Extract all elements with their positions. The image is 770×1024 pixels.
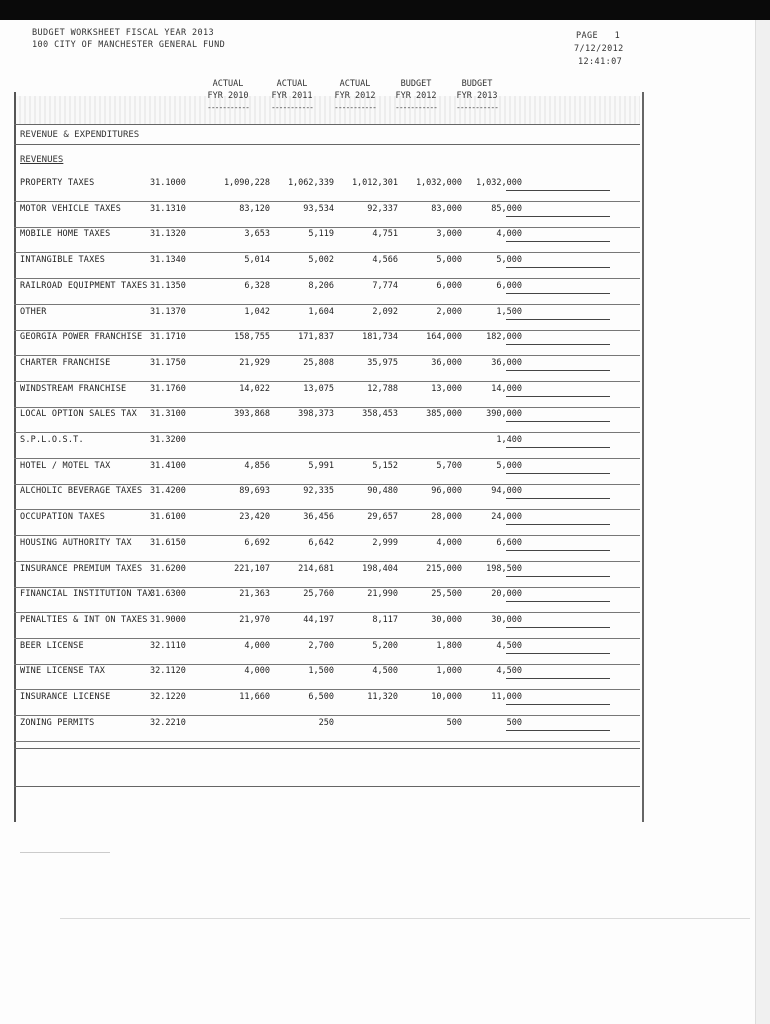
cell-value: 4,000 [244,640,270,651]
row-label: OTHER [20,306,47,317]
column-header-underline: ----------- [334,103,376,112]
row-label: BEER LICENSE [20,640,84,651]
write-in-line [506,498,610,499]
report-date: 7/12/2012 [574,44,624,54]
row-label: INSURANCE PREMIUM TAXES [20,563,143,574]
write-in-line [506,190,610,191]
cell-value: 25,808 [303,357,334,368]
cell-value: 96,000 [431,486,462,497]
row-label: LOCAL OPTION SALES TAX [20,409,137,420]
account-number: 31.1750 [150,357,186,368]
cell-value: 215,000 [426,563,462,574]
table-row [14,459,640,485]
scan-noise [60,918,750,919]
cell-value: 5,152 [372,460,398,471]
row-label: ZONING PERMITS [20,717,95,728]
account-number: 31.9000 [150,614,186,625]
write-in-line [506,241,610,242]
cell-value: 30,000 [491,614,522,625]
account-number: 31.3200 [150,435,186,445]
cell-value: 385,000 [426,409,462,420]
page-label: PAGE 1 [576,31,621,41]
scan-noise [20,852,110,853]
write-in-line [506,550,610,551]
write-in-line [506,267,610,268]
write-in-line [506,216,610,217]
row-label: HOTEL / MOTEL TAX [20,460,111,471]
cell-value: 4,500 [496,666,522,677]
cell-value: 12,788 [367,383,398,394]
table-row [14,356,640,382]
section-divider [14,144,640,145]
account-number: 31.1000 [150,178,186,188]
cell-value: 11,320 [367,692,398,702]
account-number: 31.1320 [150,229,186,240]
cell-value: 4,856 [244,460,270,471]
cell-value: 1,000 [436,666,462,677]
write-in-line [506,447,610,448]
column-header-type: ACTUAL [339,79,371,89]
cell-value: 171,837 [298,332,334,343]
cell-value: 4,500 [496,640,522,651]
account-number: 31.6100 [150,512,186,523]
table-row [14,510,640,536]
cell-value: 5,700 [436,460,462,471]
cell-value: 1,062,339 [287,178,334,188]
write-in-line [506,319,610,320]
table-row [14,407,640,433]
cell-value: 83,000 [431,203,462,214]
cell-value: 21,990 [367,589,398,600]
cell-value: 158,755 [234,332,270,343]
cell-value: 221,107 [234,563,270,574]
cell-value: 24,000 [491,512,522,523]
cell-value: 5,991 [308,460,334,471]
write-in-line [506,524,610,525]
table-row [14,279,640,305]
fund-title: 100 CITY OF MANCHESTER GENERAL FUND [32,40,226,50]
cell-value: 25,500 [431,589,462,600]
cell-value: 5,000 [496,460,522,471]
cell-value: 93,534 [303,203,334,214]
cell-value: 5,000 [496,255,522,266]
account-number: 31.1710 [150,332,186,343]
cell-value: 35,975 [367,357,398,368]
cell-value: 85,000 [491,203,522,214]
cell-value: 5,000 [436,255,462,266]
write-in-line [506,576,610,577]
column-header-underline: ----------- [207,103,249,112]
cell-value: 30,000 [431,614,462,625]
cell-value: 1,500 [308,666,334,677]
row-label: WINDSTREAM FRANCHISE [20,383,127,394]
cell-value: 1,500 [496,306,522,317]
cell-value: 2,000 [436,306,462,317]
cell-value: 5,119 [308,229,334,240]
bottom-line-2 [14,786,640,787]
row-label: INSURANCE LICENSE [20,692,111,702]
cell-value: 8,117 [372,614,398,625]
cell-value: 13,000 [431,383,462,394]
cell-value: 21,363 [239,589,270,600]
cell-value: 92,337 [367,203,398,214]
cell-value: 2,700 [308,640,334,651]
write-in-line [506,627,610,628]
column-header-year: FYR 2011 [271,91,313,101]
account-number: 32.1120 [150,666,186,677]
cell-value: 1,032,000 [475,178,522,188]
write-in-line [506,344,610,345]
cell-value: 21,929 [239,357,270,368]
account-number: 32.2210 [150,717,186,728]
table-row [14,613,640,639]
account-number: 31.6200 [150,563,186,574]
table-row [14,716,640,742]
cell-value: 3,000 [436,229,462,240]
row-label: ALCHOLIC BEVERAGE TAXES [20,486,143,497]
row-label: CHARTER FRANCHISE [20,357,111,368]
cell-value: 250 [318,717,334,728]
column-header-type: BUDGET [400,79,432,89]
row-label: RAILROAD EQUIPMENT TAXES [20,280,148,291]
write-in-line [506,730,610,731]
table-row [14,202,640,228]
account-number: 31.1340 [150,255,186,266]
cell-value: 5,014 [244,255,270,266]
table-row [14,382,640,408]
account-number: 31.3100 [150,409,186,420]
write-in-line [506,421,610,422]
cell-value: 36,456 [303,512,334,523]
cell-value: 6,328 [244,280,270,291]
cell-value: 393,868 [234,409,270,420]
cell-value: 83,120 [239,203,270,214]
row-label: PROPERTY TAXES [20,178,95,188]
table-row [14,227,640,253]
cell-value: 11,660 [239,692,270,702]
account-number: 31.1370 [150,306,186,317]
cell-value: 5,200 [372,640,398,651]
table-row [14,536,640,562]
cell-value: 29,657 [367,512,398,523]
table-row [14,176,640,202]
cell-value: 11,000 [491,692,522,702]
cell-value: 14,000 [491,383,522,394]
cell-value: 7,774 [372,280,398,291]
cell-value: 2,999 [372,537,398,548]
write-in-line [506,473,610,474]
scan-top-border [0,0,770,20]
cell-value: 13,075 [303,383,334,394]
table-row [14,639,640,665]
cell-value: 5,002 [308,255,334,266]
column-header-type: ACTUAL [212,79,244,89]
write-in-line [506,396,610,397]
write-in-line [506,653,610,654]
cell-value: 1,012,301 [351,178,398,188]
table-row [14,587,640,613]
write-in-line [506,370,610,371]
cell-value: 10,000 [431,692,462,702]
cell-value: 36,000 [491,357,522,368]
cell-value: 6,000 [496,280,522,291]
account-number: 31.6300 [150,589,186,600]
cell-value: 181,734 [362,332,398,343]
cell-value: 4,000 [496,229,522,240]
column-header-type: ACTUAL [276,79,308,89]
account-number: 31.1760 [150,383,186,394]
row-label: MOTOR VEHICLE TAXES [20,203,122,214]
column-header-year: FYR 2012 [334,91,376,101]
cell-value: 182,000 [486,332,522,343]
row-label: PENALTIES & INT ON TAXES [20,614,148,625]
column-header-underline: ----------- [271,103,313,112]
column-header-year: FYR 2013 [456,91,498,101]
cell-value: 28,000 [431,512,462,523]
cell-value: 1,604 [308,306,334,317]
cell-value: 358,453 [362,409,398,420]
account-number: 31.4200 [150,486,186,497]
cell-value: 4,500 [372,666,398,677]
cell-value: 14,022 [239,383,270,394]
cell-value: 390,000 [486,409,522,420]
cell-value: 36,000 [431,357,462,368]
account-number: 32.1220 [150,692,186,702]
column-header-year: FYR 2012 [395,91,437,101]
cell-value: 92,335 [303,486,334,497]
cell-value: 89,693 [239,486,270,497]
column-header-underline: ----------- [395,103,437,112]
cell-value: 3,653 [244,229,270,240]
bottom-line-1 [14,748,640,749]
row-rule [14,741,640,742]
row-label: S.P.L.O.S.T. [20,435,84,445]
cell-value: 4,000 [244,666,270,677]
row-label: FINANCIAL INSTITUTION TAX [20,589,153,600]
row-label: INTANGIBLE TAXES [20,255,106,266]
cell-value: 1,042 [244,306,270,317]
table-row [14,664,640,690]
cell-value: 198,500 [486,563,522,574]
cell-value: 500 [506,717,522,728]
cell-value: 4,566 [372,255,398,266]
account-number: 31.6150 [150,537,186,548]
account-number: 31.1350 [150,280,186,291]
row-label: MOBILE HOME TAXES [20,229,111,240]
table-row [14,690,640,716]
cell-value: 1,800 [436,640,462,651]
page-number: 1 [614,31,621,41]
table-row [14,562,640,588]
cell-value: 500 [446,717,462,728]
section-rev-exp: REVENUE & EXPENDITURES [20,130,140,140]
scan-right-edge [755,20,770,1024]
table-row [14,253,640,279]
cell-value: 94,000 [491,486,522,497]
account-number: 31.4100 [150,460,186,471]
account-number: 31.1310 [150,203,186,214]
cell-value: 6,642 [308,537,334,548]
cell-value: 4,000 [436,537,462,548]
cell-value: 23,420 [239,512,270,523]
cell-value: 2,092 [372,306,398,317]
column-header-underline: ----------- [456,103,498,112]
cell-value: 4,751 [372,229,398,240]
write-in-line [506,678,610,679]
row-label: HOUSING AUTHORITY TAX [20,537,132,548]
cell-value: 6,692 [244,537,270,548]
table-row [14,305,640,331]
column-header-type: BUDGET [461,79,493,89]
cell-value: 1,090,228 [223,178,270,188]
write-in-line [506,293,610,294]
table-row [14,484,640,510]
row-label: OCCUPATION TAXES [20,512,106,523]
cell-value: 1,400 [496,435,522,445]
cell-value: 6,500 [308,692,334,702]
cell-value: 214,681 [298,563,334,574]
section-revenues: REVENUES [20,155,64,165]
cell-value: 25,760 [303,589,334,600]
cell-value: 90,480 [367,486,398,497]
header-divider [14,124,640,125]
account-number: 32.1110 [150,640,186,651]
cell-value: 198,404 [362,563,398,574]
cell-value: 44,197 [303,614,334,625]
cell-value: 1,032,000 [415,178,462,188]
cell-value: 6,000 [436,280,462,291]
cell-value: 398,373 [298,409,334,420]
cell-value: 8,206 [308,280,334,291]
row-label: GEORGIA POWER FRANCHISE [20,332,143,343]
report-title: BUDGET WORKSHEET FISCAL YEAR 2013 [32,28,215,38]
column-header-year: FYR 2010 [207,91,249,101]
write-in-line [506,704,610,705]
table-row [14,433,640,459]
write-in-line [506,601,610,602]
report-time: 12:41:07 [578,57,623,67]
cell-value: 20,000 [491,589,522,600]
cell-value: 6,600 [496,537,522,548]
row-label: WINE LICENSE TAX [20,666,106,677]
table-row [14,330,640,356]
cell-value: 164,000 [426,332,462,343]
cell-value: 21,970 [239,614,270,625]
